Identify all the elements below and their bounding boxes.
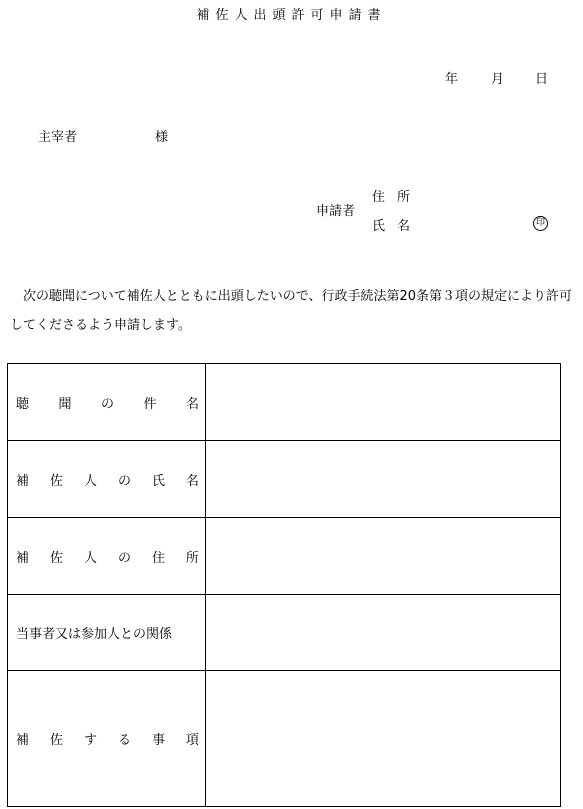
row-label-cell [8,595,206,671]
address-label: 住所 [372,190,423,205]
assistance-matters-field[interactable] [206,671,561,807]
label-char: 補 [16,473,30,489]
label-char: 件 [143,396,157,412]
row-label [16,729,205,748]
label-char: 住 [151,550,165,566]
honorific-label: 様 [155,130,169,145]
assistant-name-field[interactable] [206,441,561,518]
label-char: 補 [16,550,30,566]
row-label [16,393,205,412]
label-char: 名 [185,473,199,489]
table-row [8,595,561,671]
addressee-label: 主宰者 [38,130,78,145]
label-char: 項 [185,733,199,748]
label-char: 佐 [49,473,63,489]
label-char: 聞 [58,396,72,412]
label-char: 事 [151,733,165,748]
label-char: 聴 [16,396,30,412]
row-label-cell [8,671,206,807]
label-char: 佐 [49,550,63,566]
application-form-table [7,363,561,807]
row-label-cell [8,364,206,441]
label-char: の [117,550,131,566]
label-char: 所 [185,550,199,566]
table-row [8,518,561,595]
name-label: 氏名 [372,219,423,234]
date-month-label: 月 [491,72,505,87]
row-label [16,470,205,489]
label-char: の [117,473,131,489]
row-label [16,547,205,566]
label-char: 名 [185,396,199,412]
label-char: 補 [16,733,30,748]
label-char: の [100,396,114,412]
document-title: 補佐人出頭許可申請書 [196,8,387,23]
applicant-label: 申請者 [316,204,356,219]
label-char: る [117,733,131,748]
relationship-field[interactable] [206,595,561,671]
assistant-address-field[interactable] [206,518,561,595]
table-row [8,364,561,441]
application-body-text: 次の聴聞について補佐人とともに出頭したいので、行政手続法第20条第３項の規定により許可してくださるよう申請します。 [10,289,573,333]
row-label-cell [8,441,206,518]
date-year-label: 年 [445,72,459,87]
table-row [8,441,561,518]
label-char: す [83,733,97,748]
label-char: 氏 [151,473,165,489]
label-char: 人 [83,550,97,566]
hearing-subject-field[interactable] [206,364,561,441]
table-row [8,671,561,807]
label-char: 佐 [49,733,63,748]
row-label-cell [8,518,206,595]
date-day-label: 日 [535,72,549,87]
row-label: 当事者又は参加人との関係 [16,627,173,642]
label-char: 人 [83,473,97,489]
seal-mark: 印 [533,216,548,231]
